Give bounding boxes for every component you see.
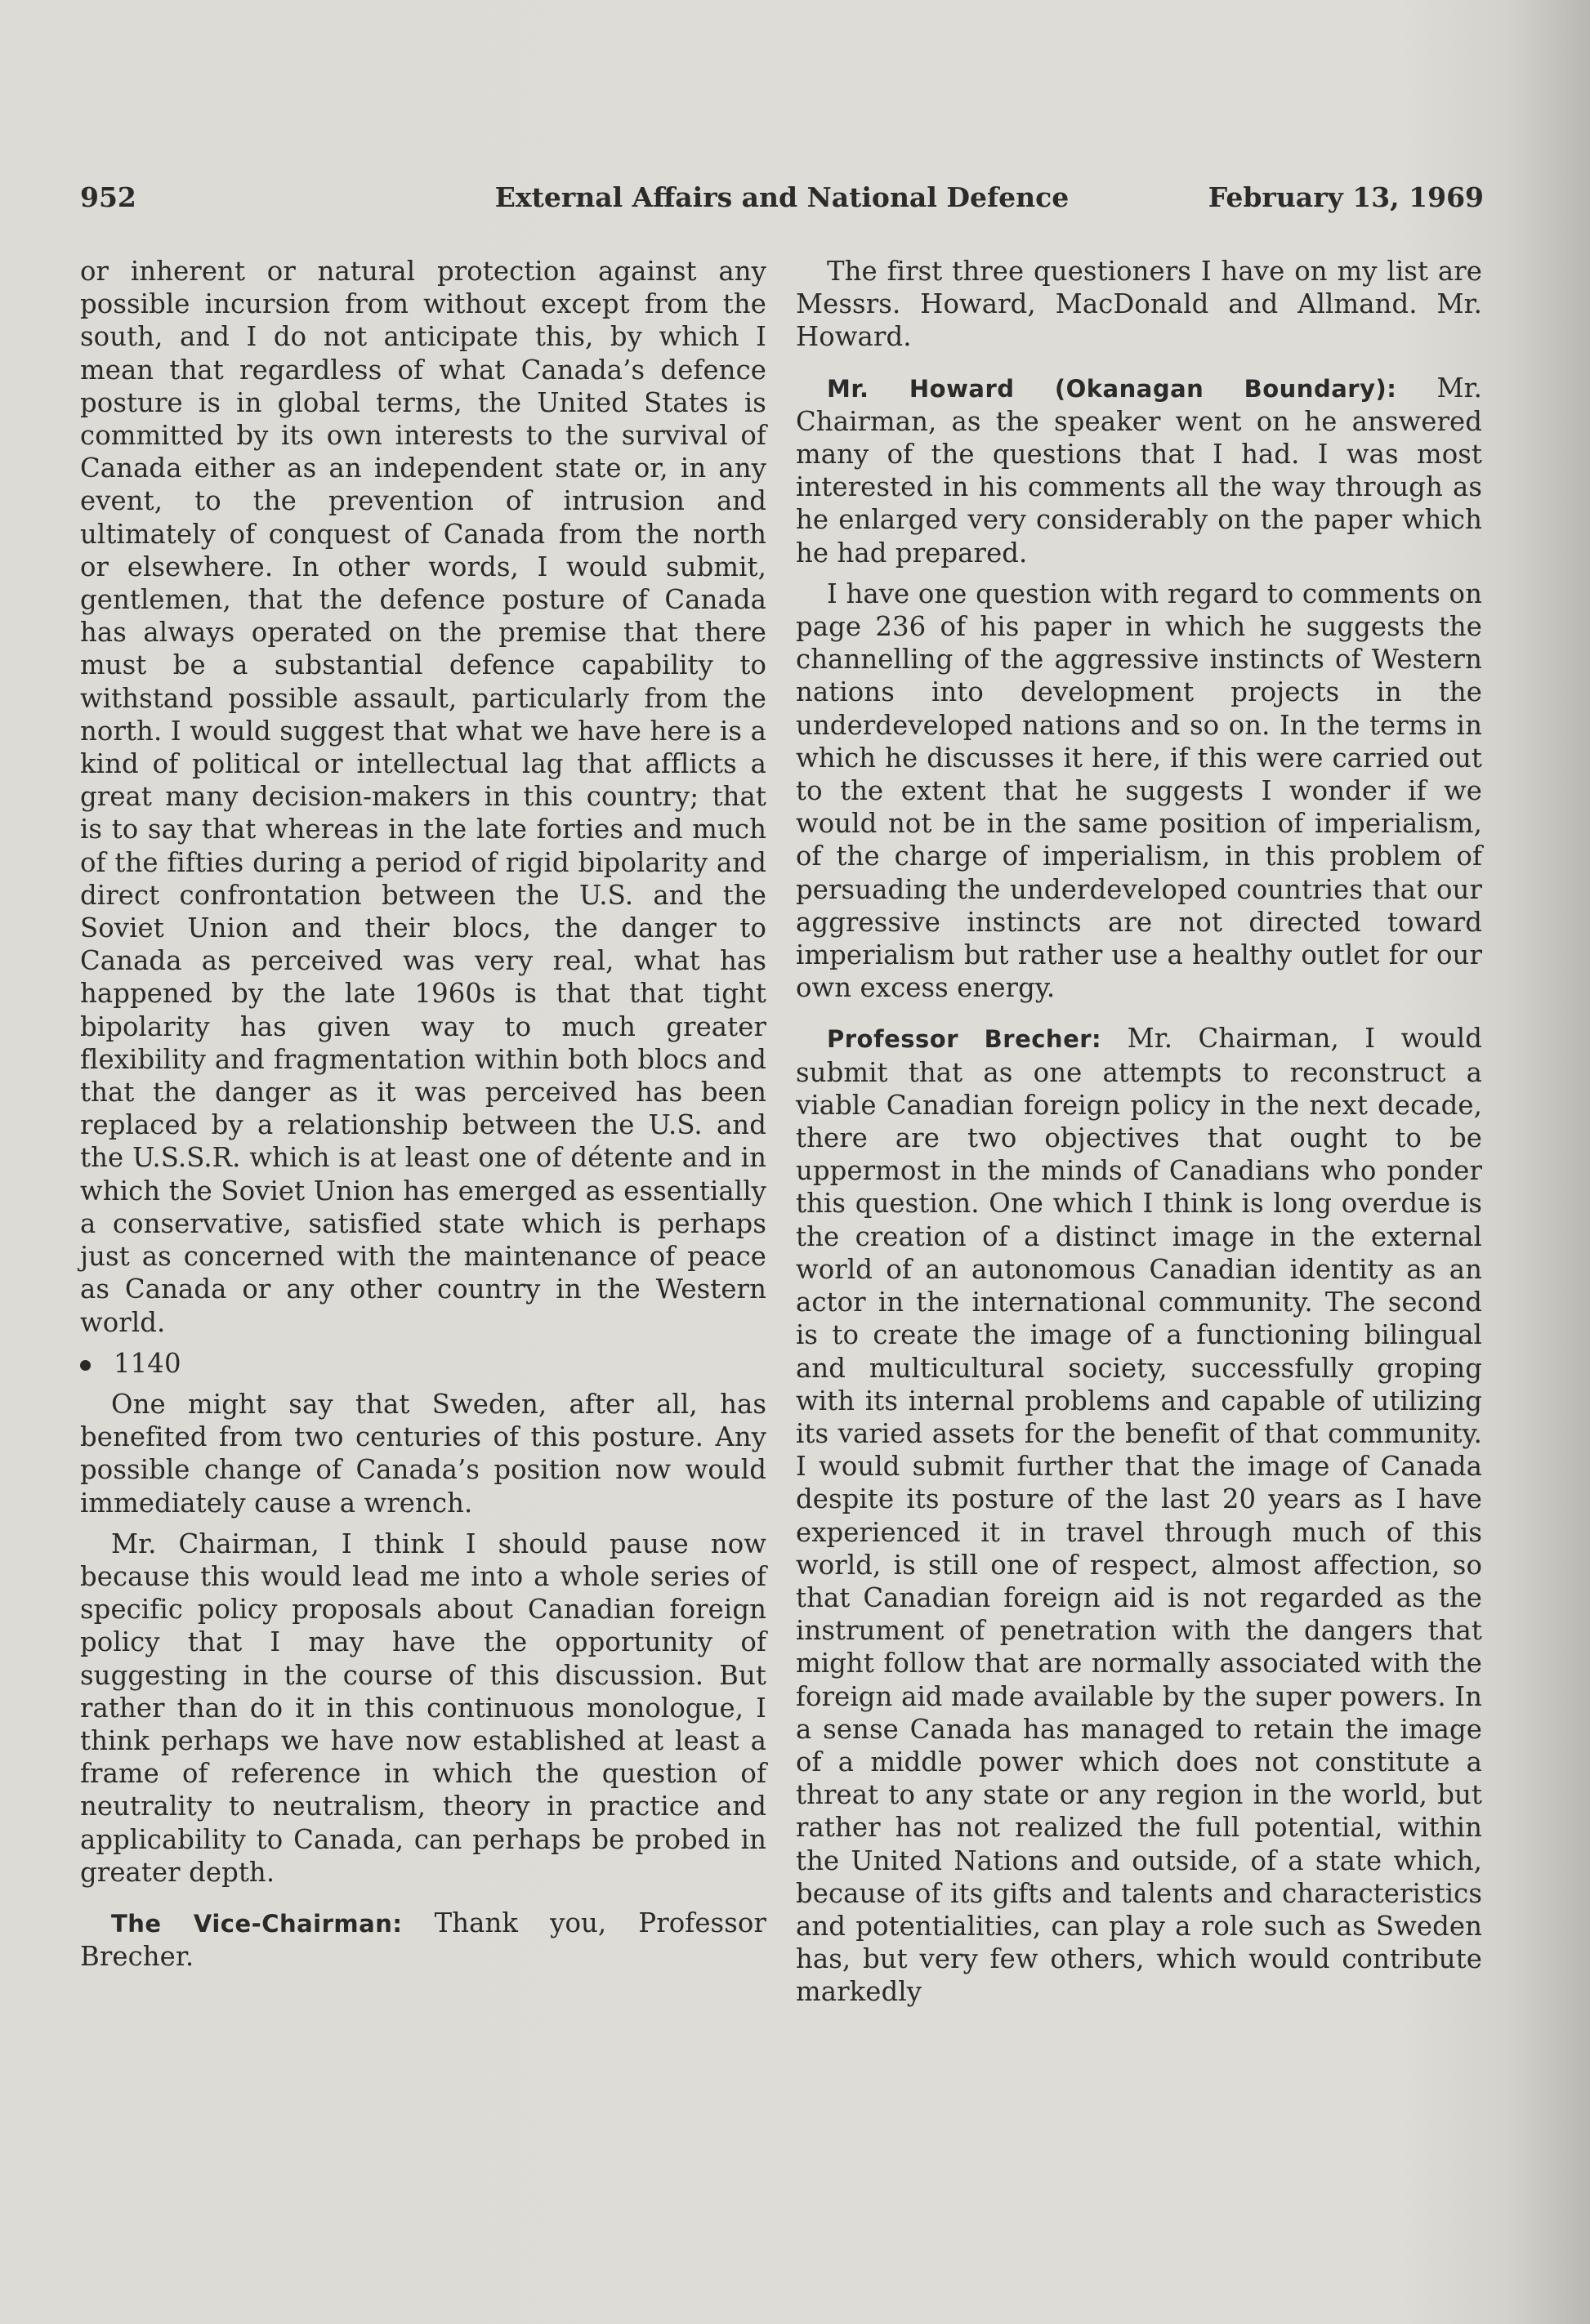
paragraph: The first three questioners I have on my list are Messrs. Howard, MacDonald and Allmand. Mr. Howard. xyxy=(796,256,1482,353)
speaker-text: Thank you, Professor Brecher. xyxy=(80,1907,766,1973)
right-column xyxy=(796,255,1482,2017)
speaker-name: Mr. Howard (Okanagan Boundary): xyxy=(827,374,1397,403)
paragraph: Mr. Chairman, I think I should pause now because this would lead me into a whole series of specific policy proposals about Canadian foreign policy that I may have the opportunity of suggesting in the course of this discussion. But rather than do it in this continuous monologue, I think perhaps we have now established at least a frame of reference in which the question of neutrality to neutralism, theory in practice and applicability to Canada, can perhaps be probed in greater depth. xyxy=(80,1528,766,1888)
paragraph: One might say that Sweden, after all, has benefited from two centuries of this posture. Any possible change of Canada’s position now would immediately cause a wrench. xyxy=(80,1388,766,1519)
header-title: External Affairs and National Defence xyxy=(494,181,1070,213)
speaker-paragraph xyxy=(796,1022,1482,2008)
time-marker xyxy=(80,1347,766,1380)
paragraph: I have one question with regard to comments on page 236 of his paper in which he suggests the channelling of the aggressive instincts of Western nations into development projects in the underdeveloped nations and so on. In the terms in which he discusses it here, if this were carried out to the extent that he suggests I wonder if we would not be in the same position of imperialism, of the charge of imperialism, in this problem of persuading the underdeveloped countries that our aggressive instincts are not directed toward imperialism but rather use a healthy outlet for our own excess energy. xyxy=(796,578,1482,1004)
page-number: 952 xyxy=(80,181,136,213)
paragraph: or inherent or natural protection against any possible incursion from without except from the south, and I do not anticipate this, by which I mean that regardless of what Canada’s defence posture is in global terms, the United States is committed by its own interests to the survival of Canada either as an independent state or, in any event, to the prevention of intrusion and ultimately of conquest of Canada from the north or elsewhere. In other words, I would submit, gentlemen, that the defence posture of Canada has always operated on the premise that there must be a substantial defence capability to withstand possible assault, particularly from the north. I would suggest that what we have here is a kind of political or intellectual lag that afflicts a great many decision-makers in this country; that is to say that whereas in the late forties and much of the fifties during a period of rigid bipolarity and direct confrontation between the U.S. and the Soviet Union and their blocs, the danger to Canada as perceived was very real, what has happened by the late 1960s is that that tight bipolarity has given way to much greater flexibility and fragmentation within both blocs and that the danger as it was perceived has been replaced by a relationship between the U.S. and the U.S.S.R. which is at least one of détente and in which the Soviet Union has emerged as essentially a conservative, satisfied state which is perhaps just as concerned with the maintenance of peace as Canada or any other country in the Western world. xyxy=(80,256,766,1338)
speaker-name: Professor Brecher: xyxy=(827,1025,1102,1054)
header-date: February 13, 1969 xyxy=(1208,181,1484,213)
speaker-paragraph xyxy=(796,372,1482,569)
speaker-paragraph xyxy=(80,1907,766,1973)
running-header xyxy=(80,181,1484,222)
bullet-icon xyxy=(80,1360,91,1371)
time-marker-text: 1140 xyxy=(114,1347,181,1379)
speaker-name: The Vice-Chairman: xyxy=(111,1909,403,1938)
speaker-text: Mr. Chairman, as the speaker went on he answered many of the questions that I had. I was most interested in his comments all the way through as he enlarged very considerably on the paper which he had prepared. xyxy=(796,372,1482,569)
left-column xyxy=(80,255,766,1981)
speaker-text: Mr. Chairman, I would submit that as one attempts to reconstruct a viable Canadian foreign policy in the next decade, there are two objectives that ought to be uppermost in the minds of Canadians who ponder this question. One which I think is long overdue is the creation of a distinct image in the external world of an autonomous Canadian identity as an actor in the international community. The second is to create the image of a functioning bilingual and multicultural society, successfully groping with its internal problems and capable of utilizing its varied assets for the benefit of that community. I would submit further that the image of Canada despite its posture of the last 20 years as I have experienced it in travel through much of this world, is still one of respect, almost affection, so that Canadian foreign aid is not regarded as the instrument of penetration with the dangers that might follow that are normally associated with the foreign aid made available by the super powers. In a sense Canada has managed to retain the image of a middle power which does not constitute a threat to any state or any region in the world, but rather has not realized the full potential, within the United Nations and outside, of a state which, because of its gifts and talents and characteristics and potentialities, can play a role such as Sweden has, but very few others, which would contribute markedly xyxy=(796,1023,1482,2008)
